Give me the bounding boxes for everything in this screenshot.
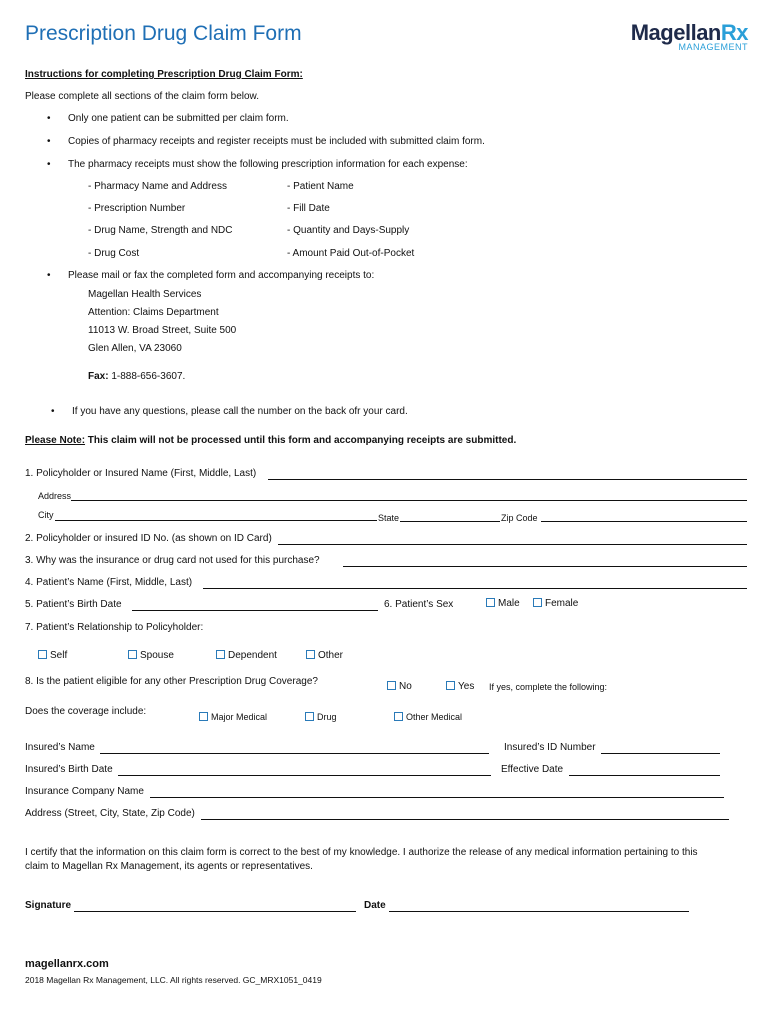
required-info-item: - Drug Cost [88, 248, 140, 259]
insured-name-label: Insured’s Name [25, 742, 95, 753]
mail-address-line: Glen Allen, VA 23060 [88, 343, 182, 354]
signature-field[interactable] [74, 911, 356, 912]
required-info-item: - Quantity and Days-Supply [287, 225, 410, 236]
sex-female-checkbox[interactable] [533, 598, 578, 609]
mail-address-line: Attention: Claims Department [88, 307, 219, 318]
instructions-intro: Please complete all sections of the claim form below. [25, 91, 259, 102]
checkbox-icon [387, 681, 396, 690]
coverage-no-checkbox[interactable] [387, 681, 412, 692]
effective-date-field[interactable] [569, 775, 720, 776]
relationship-spouse-checkbox[interactable] [128, 650, 174, 661]
option-label: Yes [458, 681, 475, 692]
insured-id-field[interactable] [601, 753, 720, 754]
questions-note: If you have any questions, please call the number on the back ofr your card. [72, 406, 408, 417]
footer-website: magellanrx.com [25, 958, 109, 970]
checkbox-icon [533, 598, 542, 607]
insurance-company-label: Insurance Company Name [25, 786, 144, 797]
option-label: Self [50, 650, 68, 661]
option-label: Female [545, 598, 579, 609]
bullet-icon: • [47, 136, 51, 147]
logo-sub: MANAGEMENT [678, 42, 748, 52]
patient-name-field[interactable] [203, 588, 747, 589]
relationship-other-checkbox[interactable] [306, 650, 343, 661]
reason-field[interactable] [343, 566, 747, 567]
option-label: Major Medical [211, 712, 268, 722]
zip-field[interactable] [541, 521, 747, 522]
mail-address-line: Magellan Health Services [88, 289, 202, 300]
bullet-icon: • [51, 406, 55, 417]
q5-label: 5. Patient’s Birth Date [25, 599, 122, 610]
signature-label: Signature [25, 900, 72, 911]
option-label: Other Medical [406, 712, 463, 722]
q4-label: 4. Patient’s Name (First, Middle, Last) [25, 577, 193, 588]
footer-copyright: 2018 Magellan Rx Management, LLC. All rights reserved. GC_MRX1051_0419 [25, 975, 322, 985]
instruction-bullet: Copies of pharmacy receipts and register receipts must be included with submitted claim form. [68, 136, 485, 147]
please-note [25, 435, 516, 446]
q1-label: 1. Policyholder or Insured Name (First, Middle, Last) [25, 468, 257, 479]
relationship-self-checkbox[interactable] [38, 650, 67, 661]
checkbox-icon [216, 650, 225, 659]
option-label: No [399, 681, 412, 692]
checkbox-icon [305, 712, 314, 721]
insured-birth-date-label: Insured’s Birth Date [25, 764, 113, 775]
checkbox-icon [199, 712, 208, 721]
policyholder-name-field[interactable] [268, 479, 747, 480]
checkbox-icon [306, 650, 315, 659]
option-label: Drug [317, 712, 337, 722]
state-label: State [378, 513, 400, 523]
mail-address-line: 11013 W. Broad Street, Suite 500 [88, 325, 237, 336]
required-info-item: - Pharmacy Name and Address [88, 181, 227, 192]
checkbox-icon [128, 650, 137, 659]
instruction-bullet: Only one patient can be submitted per claim form. [68, 113, 289, 124]
mail-instruction: Please mail or fax the completed form and accompanying receipts to: [68, 270, 375, 281]
policyholder-id-field[interactable] [278, 544, 747, 545]
fax-line [88, 371, 185, 382]
q6-label: 6. Patient’s Sex [384, 599, 454, 610]
required-info-item: - Amount Paid Out-of-Pocket [287, 248, 415, 259]
insurance-company-field[interactable] [150, 797, 724, 798]
address-full-label: Address (Street, City, State, Zip Code) [25, 808, 195, 819]
bullet-icon: • [47, 113, 51, 124]
bullet-icon: • [47, 159, 51, 170]
required-info-item: - Patient Name [287, 181, 354, 192]
page-title: Prescription Drug Claim Form [25, 22, 302, 45]
checkbox-icon [446, 681, 455, 690]
coverage-include-label: Does the coverage include: [25, 706, 147, 717]
checkbox-icon [486, 598, 495, 607]
q7-label: 7. Patient’s Relationship to Policyholder: [25, 622, 204, 633]
logo-brand: Magellan [630, 20, 721, 45]
state-field[interactable] [400, 521, 500, 522]
q2-label: 2. Policyholder or insured ID No. (as shown on ID Card) [25, 533, 272, 544]
city-field[interactable] [55, 520, 377, 521]
option-label: Dependent [228, 650, 277, 661]
certify-text-line2: claim to Magellan Rx Management, its agents or representatives. [25, 861, 313, 872]
fax-label: Fax: [88, 371, 109, 382]
address-label: Address [38, 491, 72, 501]
if-yes-note: If yes, complete the following: [489, 682, 608, 692]
magellan-rx-logo [631, 22, 748, 52]
q3-label: 3. Why was the insurance or drug card not used for this purchase? [25, 555, 320, 566]
coverage-yes-checkbox[interactable] [446, 681, 474, 692]
relationship-dependent-checkbox[interactable] [216, 650, 277, 661]
option-label: Male [498, 598, 520, 609]
required-info-item: - Prescription Number [88, 203, 186, 214]
note-text: This claim will not be processed until this form and accompanying receipts are submitted. [85, 435, 517, 446]
zip-label: Zip Code [501, 513, 538, 523]
date-label: Date [364, 900, 386, 911]
drug-checkbox[interactable] [305, 712, 337, 722]
insured-id-label: Insured’s ID Number [504, 742, 596, 753]
logo-rx: Rx [720, 20, 748, 45]
option-label: Spouse [140, 650, 174, 661]
bullet-icon: • [47, 270, 51, 281]
patient-birth-date-field[interactable] [132, 610, 378, 611]
insured-name-field[interactable] [100, 753, 489, 754]
note-label: Please Note: [25, 435, 86, 446]
instructions-heading: Instructions for completing Prescription Drug Claim Form: [25, 69, 303, 80]
instruction-bullet: The pharmacy receipts must show the following prescription information for each expense: [68, 159, 468, 170]
insurance-address-field[interactable] [201, 819, 729, 820]
fax-number: 1-888-656-3607. [108, 371, 186, 382]
checkbox-icon [394, 712, 403, 721]
insured-birth-date-field[interactable] [118, 775, 491, 776]
q8-label: 8. Is the patient eligible for any other Prescription Drug Coverage? [25, 676, 318, 687]
required-info-item: - Fill Date [287, 203, 330, 214]
major-medical-checkbox[interactable] [199, 712, 267, 722]
date-field[interactable] [389, 911, 689, 912]
checkbox-icon [38, 650, 47, 659]
city-label: City [38, 510, 54, 520]
required-info-item: - Drug Name, Strength and NDC [88, 225, 233, 236]
option-label: Other [318, 650, 344, 661]
effective-date-label: Effective Date [501, 764, 564, 775]
other-medical-checkbox[interactable] [394, 712, 462, 722]
sex-male-checkbox[interactable] [486, 598, 520, 609]
certify-text-line1: I certify that the information on this claim form is correct to the best of my knowledge. I authorize the release of any medical information pertaining to this [25, 847, 698, 858]
address-field[interactable] [71, 500, 747, 501]
